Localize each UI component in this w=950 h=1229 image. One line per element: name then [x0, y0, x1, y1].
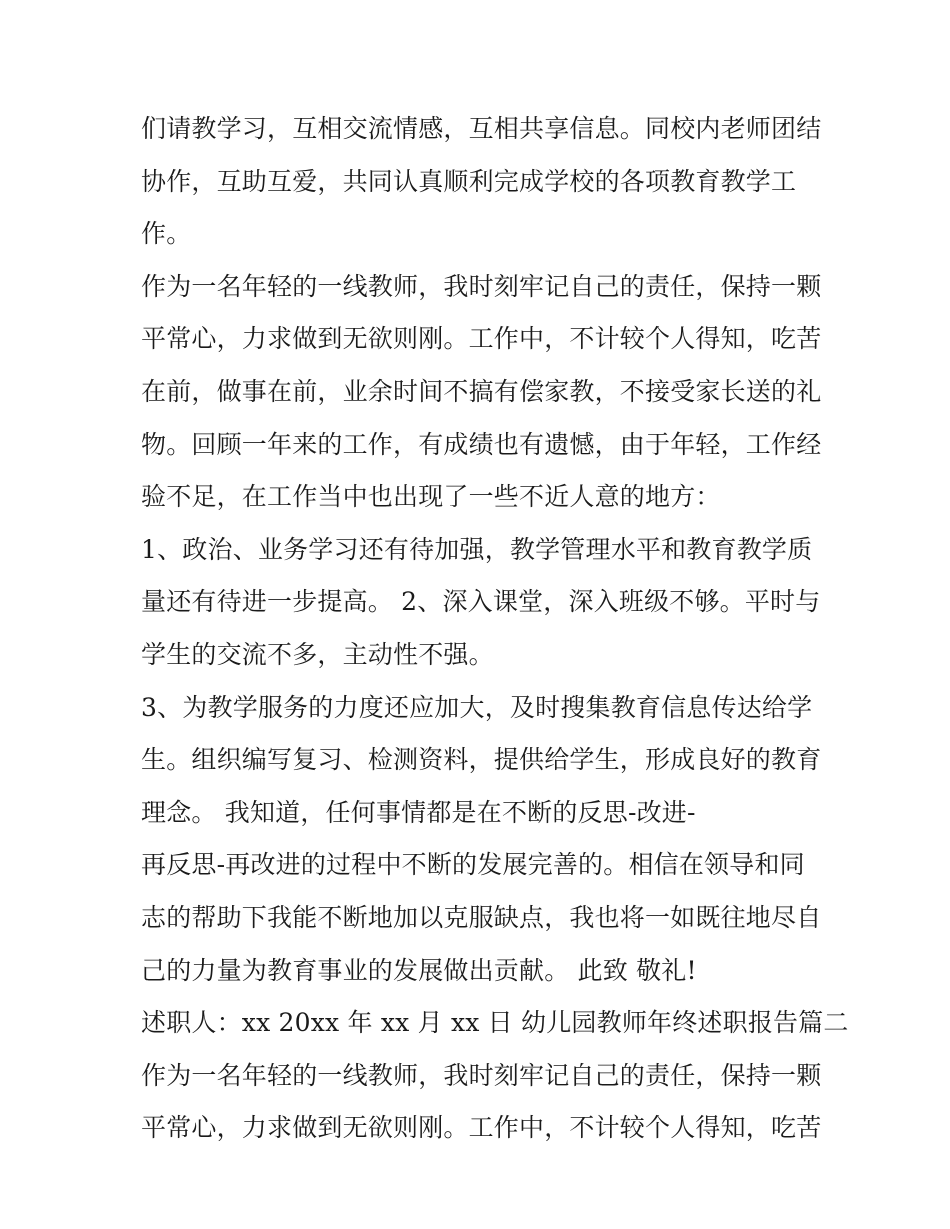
text-line: 量还有待进一步提高。 2、深入课堂，深入班级不够。平时与 [141, 587, 821, 617]
text-line: 验不足，在工作当中也出现了一些不近人意的地方： [141, 482, 721, 512]
text-line: 在前，做事在前，业余时间不搞有偿家教，不接受家长送的礼 [141, 376, 822, 406]
text-line: 平常心，力求做到无欲则刚。工作中，不计较个人得知，吃苦 [141, 324, 822, 354]
text-line: 学生的交流不多，主动性不强。 [141, 639, 494, 669]
text-line: 协作，互助互爱，共同认真顺利完成学校的各项教育教学工 [141, 166, 797, 196]
text-line: 平常心，力求做到无欲则刚。工作中，不计较个人得知，吃苦 [141, 1113, 822, 1143]
text-line: 作。 [141, 219, 192, 249]
document-body [141, 103, 849, 1155]
text-line: 3、为教学服务的力度还应加大，及时搜集教育信息传达给学 [141, 692, 813, 722]
text-line: 理念。 我知道，任何事情都是在不断的反思-改进- [141, 797, 696, 827]
text-line: 己的力量为教育事业的发展做出贡献。 此致 敬礼! [141, 955, 697, 985]
text-line: 作为一名年轻的一线教师，我时刻牢记自己的责任，保持一颗 [141, 1060, 822, 1090]
text-line: 再反思-再改进的过程中不断的发展完善的。相信在领导和同 [141, 850, 805, 880]
text-line: 述职人：xx 20xx 年 xx 月 xx 日 幼儿园教师年终述职报告篇二 [141, 1008, 849, 1038]
text-line: 作为一名年轻的一线教师，我时刻牢记自己的责任，保持一颗 [141, 271, 822, 301]
text-line: 生。组织编写复习、检测资料，提供给学生，形成良好的教育 [141, 745, 822, 775]
text-line: 物。回顾一年来的工作，有成绩也有遗憾，由于年轻，工作经 [141, 429, 822, 459]
text-line: 志的帮助下我能不断地加以克服缺点，我也将一如既往地尽自 [141, 902, 822, 932]
text-line: 1、政治、业务学习还有待加强，教学管理水平和教育教学质 [141, 534, 813, 564]
text-line: 们请教学习，互相交流情感，互相共享信息。同校内老师团结 [141, 114, 822, 143]
